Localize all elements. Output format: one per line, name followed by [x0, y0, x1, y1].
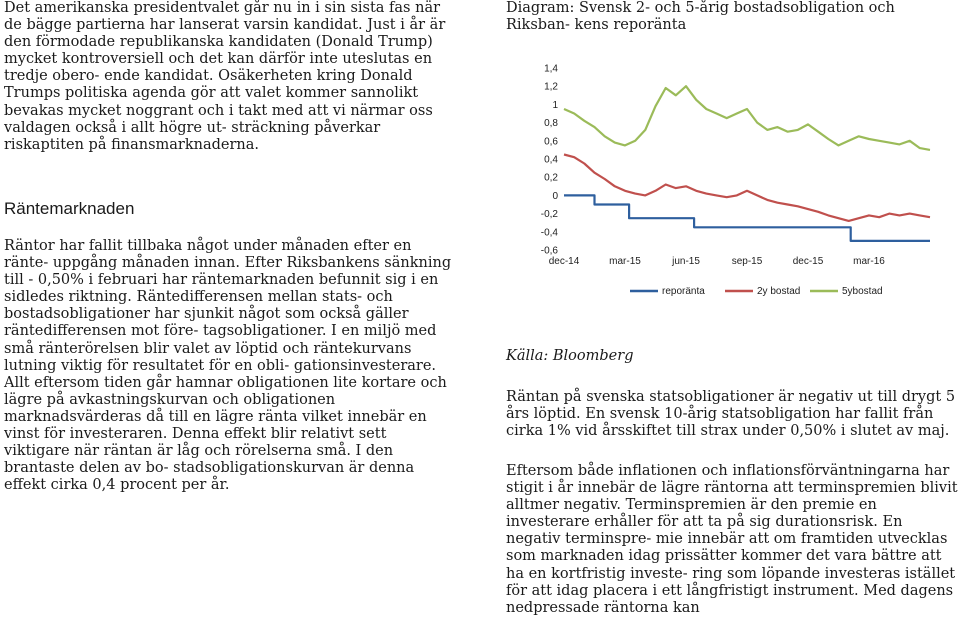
series-line: [564, 155, 930, 221]
legend-label: 5ybostad: [842, 286, 883, 297]
y-tick-label: 0,2: [544, 172, 558, 184]
y-tick-label: 1: [552, 99, 558, 111]
y-tick-label: 1,2: [544, 81, 558, 93]
terminspremie-paragraph: Eftersom både inflationen och inflationsförväntningarna har stigit i år innebär de lägre räntorna att terminspremien blivit alltmer negativ. Terminspremien är den premie en investerare erhåller för att ta på sig durationsrisk. En negativ terminspre- mie innebär att om framtiden utvecklas som marknaden idag prissätter kommer det vara bättre att ha en kortfristig investe- ring som löpande investeras istället för att idag placera i ett långfristigt instrument. Med dagens nedpressade räntorna kan: [506, 463, 958, 616]
y-tick-label: -0,4: [540, 227, 558, 239]
interest-rate-chart: [520, 58, 950, 308]
x-tick-label: sep-15: [731, 256, 763, 267]
diagram-title: Diagram: Svensk 2- och 5-årig bostadsobligation och Riksban- kens reporänta: [506, 0, 895, 34]
statsobligation-paragraph: Räntan på svenska statsobligationer är negativ ut till drygt 5 års löptid. En svensk 10-årig statsobligation har fallit från cirka 1% vid årsskiftet till strax under 0,50% i slutet av maj.: [506, 389, 956, 440]
y-tick-label: 1,4: [544, 63, 558, 75]
y-tick-label: -0,2: [540, 209, 558, 221]
x-tick-label: dec-14: [548, 256, 580, 267]
legend-label: 2y bostad: [757, 286, 801, 297]
intro-paragraph: Det amerikanska presidentvalet går nu in i sin sista fas när de bägge partierna har lanserat varsin kandidat. Just i år är den förmodade republikanska kandidaten (Donald Trump) mycket kontroversiell och det kan därför inte uteslutas en tredje obero- ende kandidat. Osäkerheten kring Donald Trumps politiska agenda gör att valet kommer sannolikt bevakas mycket noggrant och i takt med att vi närmar oss valdagen också i allt högre ut- sträckning påverkar riskaptiten på finansmarknaderna.: [4, 0, 446, 153]
y-tick-label: 0: [552, 190, 558, 202]
x-tick-label: dec-15: [792, 256, 824, 267]
series-line: [564, 195, 930, 241]
section-heading: Räntemarknaden: [4, 199, 135, 218]
x-tick-label: jun-15: [672, 256, 700, 267]
y-tick-label: 0,6: [544, 136, 558, 148]
left-column: [4, 0, 456, 494]
y-tick-label: 0,4: [544, 154, 558, 166]
chart-svg: [520, 58, 950, 308]
series-line: [564, 86, 930, 150]
y-tick-label: 0,8: [544, 118, 558, 130]
chart-source: Källa: Bloomberg: [506, 348, 634, 364]
legend-label: reporänta: [662, 286, 705, 297]
rantemarknaden-paragraph: Räntor har fallit tillbaka något under månaden efter en ränte- uppgång månaden innan. Efter Riksbankens sänkning till - 0,50% i februari har räntemarknaden befunnit sig i en sidledes riktning. Räntedifferensen mellan stats- och bostadsobligationer har sjunkit något som också gäller räntedifferensen mot före- tagsobligationer. I en miljö med små ränterörelsen blir valet av löptid och räntekurvans lutning viktig för resultatet för en obli- gationsinvesterare. Allt eftersom tiden går hamnar obligationen lite kortare och lägre på avkastningskurvan och obligationen marknadsvärderas då till en lägre ränta vilket innebär en vinst för investeraren. Denna effekt blir relativt sett viktigare när räntan är låg och rörelserna små. I den brantaste delen av bo- stadsobligationskurvan är denna effekt cirka 0,4 procent per år.: [4, 238, 452, 494]
x-tick-label: mar-16: [853, 256, 885, 267]
y-tick-label: -0,6: [540, 245, 558, 257]
x-tick-label: mar-15: [609, 256, 641, 267]
right-column: [506, 0, 958, 616]
